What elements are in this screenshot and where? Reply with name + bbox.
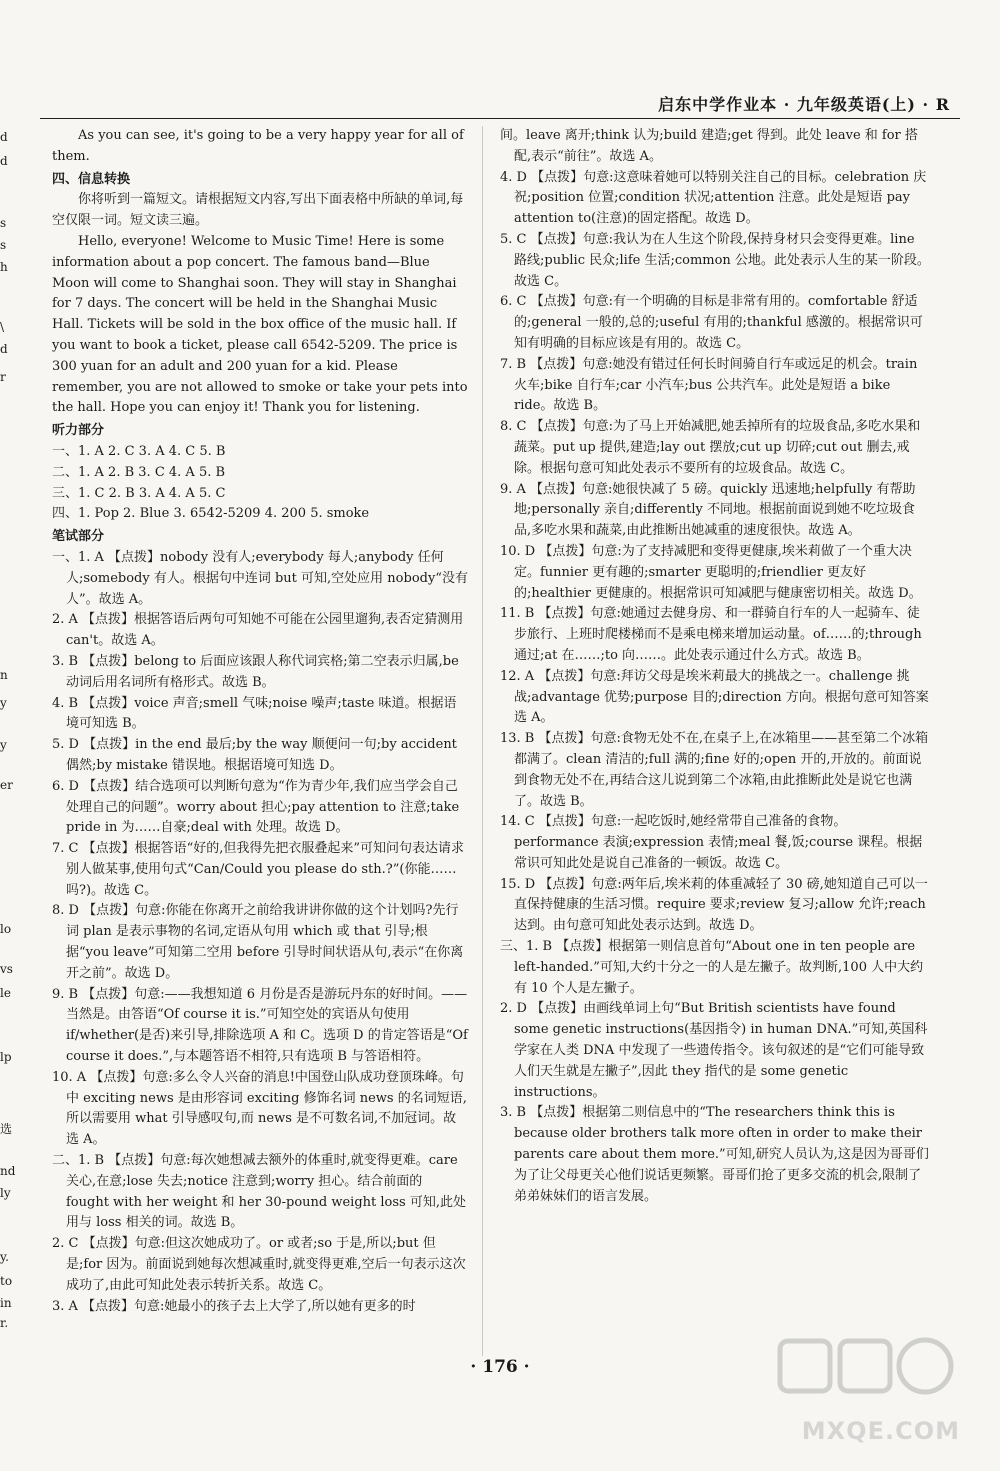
listening-answers-3: 三、1. C 2. B 3. A 4. A 5. C bbox=[52, 485, 226, 501]
gutter-fragment: ly bbox=[0, 1186, 11, 1200]
answer-item: 9. A 【点拨】句意:她很快减了 5 磅。quickly 迅速地;helpfully 有帮助地;personally 亲自;differently 不同地。根据前面说到她不吃垃圾食品,多吃水果和蔬菜,由此推断出她减重的速度很快。故选 A。 bbox=[500, 481, 916, 539]
answer-item: 三、1. B 【点拨】根据第一则信息首句“About one in ten people are left-handed.”可知,大约十分之一的人是左撇子。故判断,100 人中大约有 10 个人是左撇子。 bbox=[500, 939, 924, 996]
answer-item: 一、1. A 【点拨】nobody 没有人;everybody 每人;anybody 任何人;somebody 有人。根据句中连词 but 可知,空处应用 nobody“没有人”。故选 A。 bbox=[52, 549, 468, 607]
gutter-fragment: r. bbox=[0, 1316, 9, 1330]
written-heading: 笔试部分 bbox=[52, 529, 105, 545]
answer-item: 3. B 【点拨】根据第二则信息中的“The researchers think this is because older brothers talk more often in order to make their parents care about them more.”可知,研究人员认为,这是因为哥哥们为了让父母更关心他们说话更频繁。哥哥们抢了更多交流的机会,限制了弟弟妹妹们的语言发展。 bbox=[500, 1105, 929, 1204]
right-column bbox=[500, 126, 930, 1207]
gutter-fragment: y bbox=[0, 696, 7, 710]
section-info-transfer-instructions: 你将听到一篇短文。请根据短文内容,写出下面表格中所缺的单词,每空仅限一词。短文读三遍。 bbox=[52, 192, 464, 229]
answer-item: 14. C 【点拨】句意:一起吃饭时,她经常带自己准备的食物。performance 表演;expression 表情;meal 餐,饭;course 课程。根据常识可知此处是说自己准备的一顿饭。故选 C。 bbox=[500, 814, 923, 871]
answer-item: 6. C 【点拨】句意:有一个明确的目标是非常有用的。comfortable 舒适的;general 一般的,总的;useful 有用的;thankful 感激的。根据常识可知有明确的目标应该是有用的。故选 C。 bbox=[500, 294, 923, 351]
gutter-fragment: nd bbox=[0, 1164, 16, 1178]
gutter-fragment: s bbox=[0, 238, 7, 252]
gutter-fragment: le bbox=[0, 986, 11, 1000]
gutter-fragment: 选 bbox=[0, 1122, 13, 1136]
gutter-fragment: n bbox=[0, 668, 8, 682]
answer-item: 间。leave 离开;think 认为;build 建造;get 得到。此处 leave 和 for 搭配,表示“前往”。故选 A。 bbox=[500, 128, 918, 164]
watermark-logo-icon bbox=[770, 1331, 960, 1421]
gutter-fragment: s bbox=[0, 216, 7, 230]
answer-item: 8. C 【点拨】句意:为了马上开始减肥,她丢掉所有的垃圾食品,多吃水果和蔬菜。put up 提供,建造;lay out 摆放;cut up 切碎;cut out 删去,戒除。根据句意可知此处表示不要所有的垃圾食品。故选 C。 bbox=[500, 419, 921, 476]
answer-item: 13. B 【点拨】句意:食物无处不在,在桌子上,在冰箱里——甚至第二个冰箱都满了。clean 清洁的;full 满的;fine 好的;open 开的,开放的。前面说到食物无处不在,再结合这儿说到第二个冰箱,由此推断此处是说它也满了。故选 B。 bbox=[500, 731, 929, 809]
right-answer-list bbox=[500, 126, 930, 1207]
answer-item: 5. C 【点拨】句意:我认为在人生这个阶段,保持身材只会变得更难。line 路线;public 民众;life 生活;common 公地。此处表示人生的某一阶段。故选 C。 bbox=[500, 231, 930, 289]
listening-passage: Hello, everyone! Welcome to Music Time! Here is some information about a pop concert. The famous band—Blue Moon will come to Shanghai soon. They will stay in Shanghai for 7 days. The concert will be held in the Shanghai Music Hall. Tickets will be sold in the box office of the music hall. If you want to book a ticket, please call 6542-5209. The price is 300 yuan for an adult and 200 yuan for a kid. Please remember, you are not allowed to smoke or take your pets into the hall. Hope you can enjoy it! Thank you for listening. bbox=[52, 233, 468, 416]
answer-item: 2. A 【点拨】根据答语后两句可知她不可能在公园里遛狗,表否定猜测用 can't。故选 A。 bbox=[52, 612, 464, 649]
header-title: 启东中学作业本 · 九年级英语(上) · R bbox=[658, 95, 950, 114]
gutter-fragment: d bbox=[0, 130, 8, 144]
listening-answers-2: 二、1. A 2. B 3. C 4. A 5. B bbox=[52, 464, 226, 480]
answer-item: 3. A 【点拨】句意:她最小的孩子去上大学了,所以她有更多的时 bbox=[52, 1298, 416, 1314]
gutter-fragment: lp bbox=[0, 1050, 12, 1064]
site-watermark bbox=[770, 1331, 960, 1451]
gutter-fragment: d bbox=[0, 342, 8, 356]
answer-item: 7. B 【点拨】句意:她没有错过任何长时间骑自行车或远足的机会。train 火车;bike 自行车;car 小汽车;bus 公共汽车。此处是短语 a bike ride。故选 B。 bbox=[500, 356, 918, 414]
listening-answers-4: 四、1. Pop 2. Blue 3. 6542-5209 4. 200 5. smoke bbox=[52, 506, 370, 522]
gutter-fragment: er bbox=[0, 778, 13, 792]
answer-item: 2. C 【点拨】句意:但这次她成功了。or 或者;so 于是,所以;but 但是;for 因为。前面说到她每次想减重时,就变得更难,空后一句表示这次成功了,由此可知此处表示转折关系。故选 C。 bbox=[52, 1236, 466, 1293]
section-info-transfer-heading: 四、信息转换 bbox=[52, 171, 131, 187]
watermark-text: MXQE.COM bbox=[801, 1417, 960, 1445]
answer-item: 9. B 【点拨】句意:——我想知道 6 月份是否是游玩丹东的好时间。——当然是。由答语“Of course it is.”可知空处的宾语从句使用 if/whether(是否)来引导,排除选项 A 和 C。选项 D 的肯定答语是“Of course it does.”,与本题答语不相符,只有选项 B 与答语相符。 bbox=[52, 986, 468, 1065]
answer-item: 二、1. B 【点拨】句意:每次她想减去额外的体重时,就变得更难。care 关心,在意;lose 失去;notice 注意到;worry 担心。结合前面的 fought with her weight 和 her 30-pound weight loss 可知,此处用与 loss 相关的词。故选 B。 bbox=[52, 1153, 466, 1231]
column-divider bbox=[482, 126, 483, 1356]
gutter-fragment: d bbox=[0, 154, 8, 168]
answer-item: 4. D 【点拨】句意:这意味着她可以特别关注自己的目标。celebration 庆祝;position 位置;condition 状况;attention 注意。此处是短语 pay attention to(注意)的固定搭配。故选 D。 bbox=[500, 169, 927, 227]
gutter-fragment: in bbox=[0, 1296, 12, 1310]
gutter-fragment: to bbox=[0, 1274, 13, 1288]
passage-ending: As you can see, it's going to be a very happy year for all of them. bbox=[52, 128, 464, 164]
page-header bbox=[40, 92, 960, 119]
gutter-fragment: vs bbox=[0, 962, 13, 976]
gutter-fragment: r bbox=[0, 370, 6, 384]
gutter-fragment: h bbox=[0, 260, 8, 274]
answer-item: 12. A 【点拨】句意:拜访父母是埃米莉最大的挑战之一。challenge 挑战;advantage 优势;purpose 目的;direction 方向。根据句意可知答案选 A。 bbox=[500, 668, 929, 726]
answer-item: 5. D 【点拨】in the end 最后;by the way 顺便问一句;by accident 偶然;by mistake 错误地。根据语境可知选 D。 bbox=[52, 737, 457, 773]
listening-answers-1: 一、1. A 2. C 3. A 4. C 5. B bbox=[52, 443, 226, 459]
left-answer-list bbox=[52, 548, 468, 1317]
answer-item: 8. D 【点拨】句意:你能在你离开之前给我讲讲你做的这个计划吗?先行词 plan 是表示事物的名词,定语从句用 which 或 that 引导;根据“you leave”可知第二空用 before 引导时间状语从句,表示“在你离开之前”。故选 D。 bbox=[52, 903, 464, 981]
answer-item: 3. B 【点拨】belong to 后面应该跟人称代词宾格;第二空表示归属,be 动词后用名词所有格形式。故选 B。 bbox=[52, 653, 459, 690]
answer-item: 10. A 【点拨】句意:多么令人兴奋的消息!中国登山队成功登顶珠峰。句中 exciting news 是由形容词 exciting 修饰名词 news 的名词短语,所以需要用 what 引导感叹句,而 news 是不可数名词,不加冠词。故选 A。 bbox=[52, 1069, 467, 1148]
listening-heading: 听力部分 bbox=[52, 423, 105, 439]
page-number: · 176 · bbox=[470, 1357, 530, 1377]
left-column bbox=[52, 126, 468, 1317]
gutter-fragment: y. bbox=[0, 1250, 9, 1264]
answer-item: 7. C 【点拨】根据答语“好的,但我得先把衣服叠起来”可知问句表达请求别人做某事,使用句式“Can/Could you please do sth.?”(你能……吗?)。故选 C。 bbox=[52, 841, 465, 898]
answer-item: 10. D 【点拨】句意:为了支持减肥和变得更健康,埃米莉做了一个重大决定。funnier 更有趣的;smarter 更聪明的;friendlier 更友好的;healthier 更健康的。根据常识可知减肥与健康密切相关。故选 D。 bbox=[500, 543, 922, 601]
answer-item: 11. B 【点拨】句意:她通过去健身房、和一群骑自行车的人一起骑车、徒步旅行、上班时爬楼梯而不是乘电梯来增加运动量。of……的;through 通过;at 在……;to 向……。此处表示通过什么方式。故选 B。 bbox=[500, 606, 922, 663]
answer-item: 6. D 【点拨】结合选项可以判断句意为“作为青少年,我们应当学会自己处理自己的问题”。worry about 担心;pay attention to 注意;take pride in 为……自豪;deal with 处理。故选 D。 bbox=[52, 778, 460, 836]
gutter-fragment: y bbox=[0, 738, 7, 752]
answer-item: 4. B 【点拨】voice 声音;smell 气味;noise 噪声;taste 味道。根据语境可知选 B。 bbox=[52, 695, 457, 732]
gutter-fragment: lo bbox=[0, 922, 12, 936]
answer-item: 15. D 【点拨】句意:两年后,埃米莉的体重减轻了 30 磅,她知道自己可以一直保持健康的生活习惯。require 要求;review 复习;allow 允许;reach 达到。由句意可知此处表示达到。故选 D。 bbox=[500, 876, 928, 934]
gutter-fragment: \ bbox=[0, 320, 5, 334]
answer-item: 2. D 【点拨】由画线单词上句“But British scientists have found some genetic instructions(基因指令) in human DNA.”可知,英国科学家在人类 DNA 中发现了一些遗传指令。该句叙述的是“它们可能导致人们天生就是左撇子”,因此 they 指代的是 some genetic instructions。 bbox=[500, 1001, 928, 1100]
